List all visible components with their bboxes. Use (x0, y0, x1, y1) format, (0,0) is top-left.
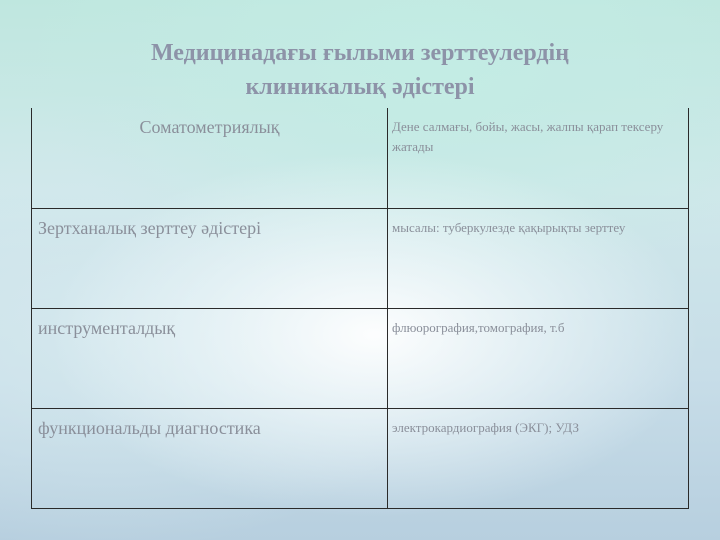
description-cell (388, 308, 689, 408)
table-row (32, 308, 689, 408)
description-cell (388, 408, 689, 508)
method-description: мысалы: туберкулезде қақырықты зерттеу (392, 219, 626, 235)
method-cell (32, 408, 388, 508)
description-cell (388, 208, 689, 308)
method-name: инструменталдық (38, 317, 176, 338)
method-cell (32, 108, 388, 208)
method-cell (32, 208, 388, 308)
methods-table (31, 108, 689, 509)
method-description: флюорография,томография, т.б (392, 319, 565, 335)
description-cell (388, 108, 689, 208)
method-cell (32, 308, 388, 408)
method-description: Дене салмағы, бойы, жасы, жалпы қарап тексеру жатады (392, 119, 664, 154)
table-row (32, 108, 689, 208)
slide-title (60, 36, 660, 104)
method-description: электрокардиография (ЭКГ); УДЗ (392, 419, 579, 435)
slide-title-line-2: клиникалық әдістері (245, 74, 475, 100)
method-name: функциональды диагностика (38, 417, 261, 438)
table-row (32, 408, 689, 508)
slide-title-line-1: Медицинадағы ғылыми зерттеулердің (150, 40, 570, 66)
method-name: Зертханалық зерттеу әдістері (38, 217, 262, 238)
method-name: Соматометриялық (139, 117, 280, 137)
table-row (32, 208, 689, 308)
